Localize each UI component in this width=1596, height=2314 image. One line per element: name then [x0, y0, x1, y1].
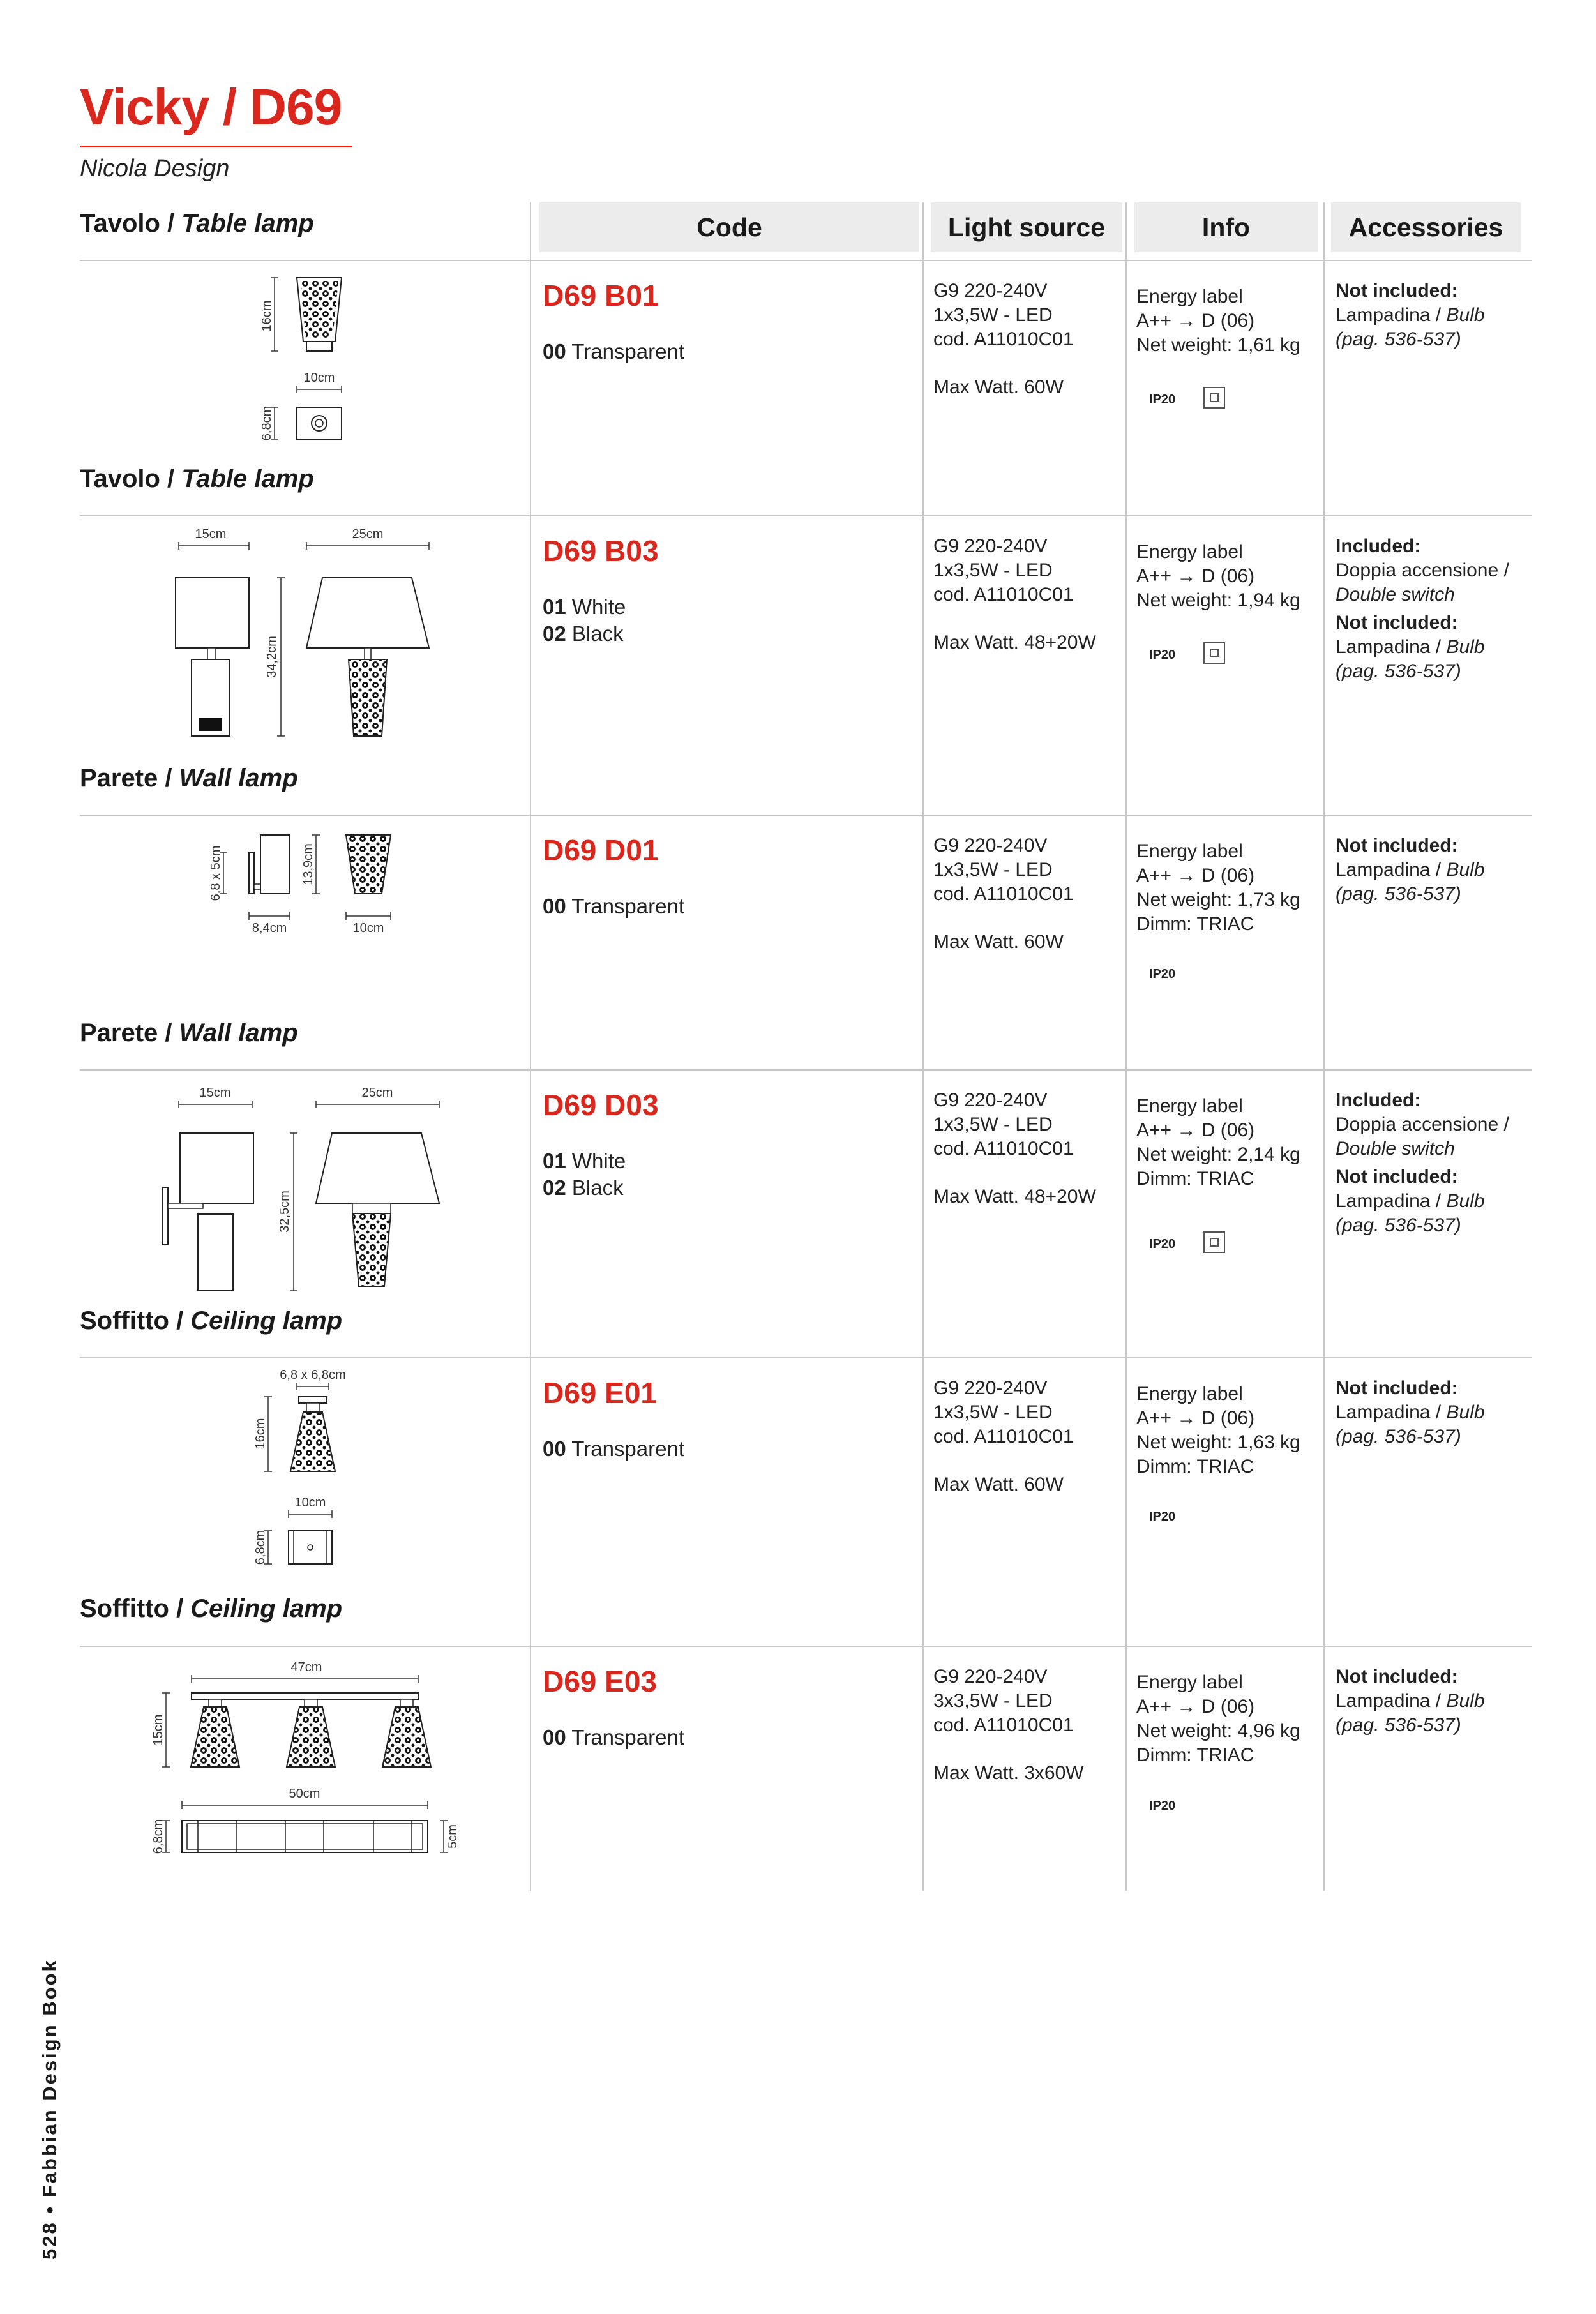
wall-lamp-drawing — [204, 823, 409, 945]
max-watt: Max Watt. 48+20W — [933, 1186, 1096, 1207]
variant-item: 00 Transparent — [543, 894, 684, 918]
ceiling-lamp-drawing — [243, 1366, 389, 1583]
product-code: D69 B03 — [543, 534, 659, 567]
variant-list — [543, 1724, 684, 1751]
page-footer: 528 • Fabbian Design Book — [38, 1958, 61, 2260]
product-code: D69 B01 — [543, 279, 659, 312]
light-source: G9 220-240V 1x3,5W - LED cod. A11010C01 — [933, 1378, 1074, 1447]
max-watt: Max Watt. 48+20W — [933, 632, 1096, 653]
dimension-label: 25cm — [361, 1086, 393, 1100]
category-label: Parete / Wall lamp — [80, 764, 298, 792]
dimension-label: 6,8cm — [151, 1819, 165, 1854]
variant-item: 01 White — [543, 595, 626, 619]
column-header-light-source: Light source — [931, 202, 1122, 252]
row-divider — [80, 515, 1532, 516]
dimension-label: 10cm — [352, 921, 384, 935]
dimension-label: 8,4cm — [252, 921, 287, 935]
dimension-label: 50cm — [289, 1787, 320, 1801]
variant-item: 02 Black — [543, 622, 624, 645]
dimension-label: 25cm — [352, 527, 384, 541]
variant-list — [543, 1436, 684, 1462]
variant-item: 00 Transparent — [543, 1437, 684, 1461]
column-divider — [1323, 202, 1325, 1891]
designer-name: Nicola Design — [80, 155, 230, 182]
light-source: G9 220-240V 1x3,5W - LED cod. A11010C01 — [933, 1090, 1074, 1159]
product-code: D69 D03 — [543, 1088, 659, 1122]
dimension-label: 13,9cm — [301, 843, 315, 885]
accessories-text: Not included: Lampadina / Bulb (pag. 536-537) — [1336, 1378, 1485, 1447]
light-source: G9 220-240V 1x3,5W - LED cod. A11010C01 — [933, 536, 1074, 605]
dimension-label: 6,8 x 6,8cm — [280, 1368, 346, 1382]
variant-item: 01 White — [543, 1149, 626, 1173]
row-divider — [80, 1069, 1532, 1071]
class-ii-icon — [1203, 387, 1225, 409]
category-label: Soffitto / Ceiling lamp — [80, 1307, 343, 1335]
info-text: Energy label A++ → D (06) Net weight: 1,73 kg Dimm: TRIAC — [1136, 841, 1300, 935]
light-source: G9 220-240V 1x3,5W - LED cod. A11010C01 — [933, 280, 1074, 350]
column-header-accessories: Accessories — [1331, 202, 1521, 252]
info-text: Energy label A++ → D (06) Net weight: 1,94 kg — [1136, 541, 1300, 611]
dimension-label: 15cm — [151, 1714, 165, 1746]
variant-item: 00 Transparent — [543, 1725, 684, 1749]
column-header-info: Info — [1134, 202, 1318, 252]
variant-item: 00 Transparent — [543, 340, 684, 363]
variant-list — [543, 893, 684, 920]
light-source: G9 220-240V 1x3,5W - LED cod. A11010C01 — [933, 835, 1074, 905]
dimension-label: 16cm — [253, 1418, 267, 1450]
class-ii-icon — [1203, 1231, 1225, 1253]
class-ii-icon — [1203, 642, 1225, 664]
info-text: Energy label A++ → D (06) Net weight: 1,63 kg Dimm: TRIAC — [1136, 1383, 1300, 1477]
row-divider — [80, 260, 1532, 261]
light-source: G9 220-240V 3x3,5W - LED cod. A11010C01 — [933, 1666, 1074, 1736]
max-watt: Max Watt. 60W — [933, 931, 1064, 952]
accessories-text: Not included: Lampadina / Bulb (pag. 536-537) — [1336, 835, 1485, 905]
max-watt: Max Watt. 3x60W — [933, 1762, 1084, 1784]
max-watt: Max Watt. 60W — [933, 1474, 1064, 1495]
ip-rating: IP20 — [1149, 648, 1176, 662]
table-lamp-drawing — [249, 268, 377, 453]
title-underline — [80, 146, 352, 147]
category-label: Tavolo / Table lamp — [80, 465, 314, 493]
max-watt: Max Watt. 60W — [933, 377, 1064, 398]
ip-rating: IP20 — [1149, 1799, 1176, 1813]
dimension-label: 15cm — [199, 1086, 231, 1100]
category-label: Tavolo / Table lamp — [80, 209, 314, 237]
dimension-label: 5cm — [446, 1824, 460, 1849]
variant-list — [543, 338, 684, 365]
accessories-text: Not included: Lampadina / Bulb (pag. 536-537) — [1336, 280, 1485, 350]
product-code: D69 D01 — [543, 834, 659, 867]
ip-rating: IP20 — [1149, 393, 1176, 407]
column-header-code: Code — [539, 202, 919, 252]
column-divider — [530, 202, 531, 1891]
dimension-label: 32,5cm — [278, 1191, 292, 1233]
ip-rating: IP20 — [1149, 967, 1176, 981]
dimension-label: 15cm — [195, 527, 227, 541]
accessories-text: Included: Doppia accensione / Double switch Not included: Lampadina / Bulb (pag. 536-537) — [1336, 1090, 1509, 1236]
column-divider — [1125, 202, 1127, 1891]
wall-lamp-drawing — [153, 1079, 460, 1302]
dimension-label: 6,8cm — [260, 405, 274, 441]
dimension-label: 47cm — [290, 1660, 322, 1674]
dimension-label: 6,8cm — [253, 1529, 267, 1565]
dimension-label: 10cm — [303, 371, 335, 385]
ip-rating: IP20 — [1149, 1237, 1176, 1251]
column-divider — [922, 202, 924, 1891]
table-lamp-drawing — [166, 527, 453, 756]
dimension-label: 16cm — [260, 300, 274, 332]
ip-rating: IP20 — [1149, 1510, 1176, 1524]
variant-list — [543, 1148, 626, 1201]
dimension-label: 34,2cm — [265, 636, 279, 678]
category-label: Parete / Wall lamp — [80, 1019, 298, 1047]
row-divider — [80, 1646, 1532, 1647]
dimension-label: 6,8 x 5cm — [209, 845, 223, 901]
row-divider — [80, 815, 1532, 816]
page-title: Vicky / D69 — [80, 79, 342, 135]
info-text: Energy label A++ → D (06) Net weight: 2,14 kg Dimm: TRIAC — [1136, 1095, 1300, 1189]
product-code: D69 E01 — [543, 1376, 658, 1409]
info-text: Energy label A++ → D (06) Net weight: 1,61 kg — [1136, 286, 1300, 356]
row-divider — [80, 1357, 1532, 1358]
variant-item: 02 Black — [543, 1176, 624, 1199]
ceiling-lamp-drawing — [137, 1653, 476, 1874]
info-text: Energy label A++ → D (06) Net weight: 4,96 kg Dimm: TRIAC — [1136, 1672, 1300, 1766]
category-label: Soffitto / Ceiling lamp — [80, 1595, 343, 1623]
accessories-text: Not included: Lampadina / Bulb (pag. 536-537) — [1336, 1666, 1485, 1736]
dimension-label: 10cm — [294, 1496, 326, 1510]
accessories-text: Included: Doppia accensione / Double switch Not included: Lampadina / Bulb (pag. 536-537) — [1336, 536, 1509, 682]
variant-list — [543, 594, 626, 647]
product-code: D69 E03 — [543, 1665, 658, 1698]
